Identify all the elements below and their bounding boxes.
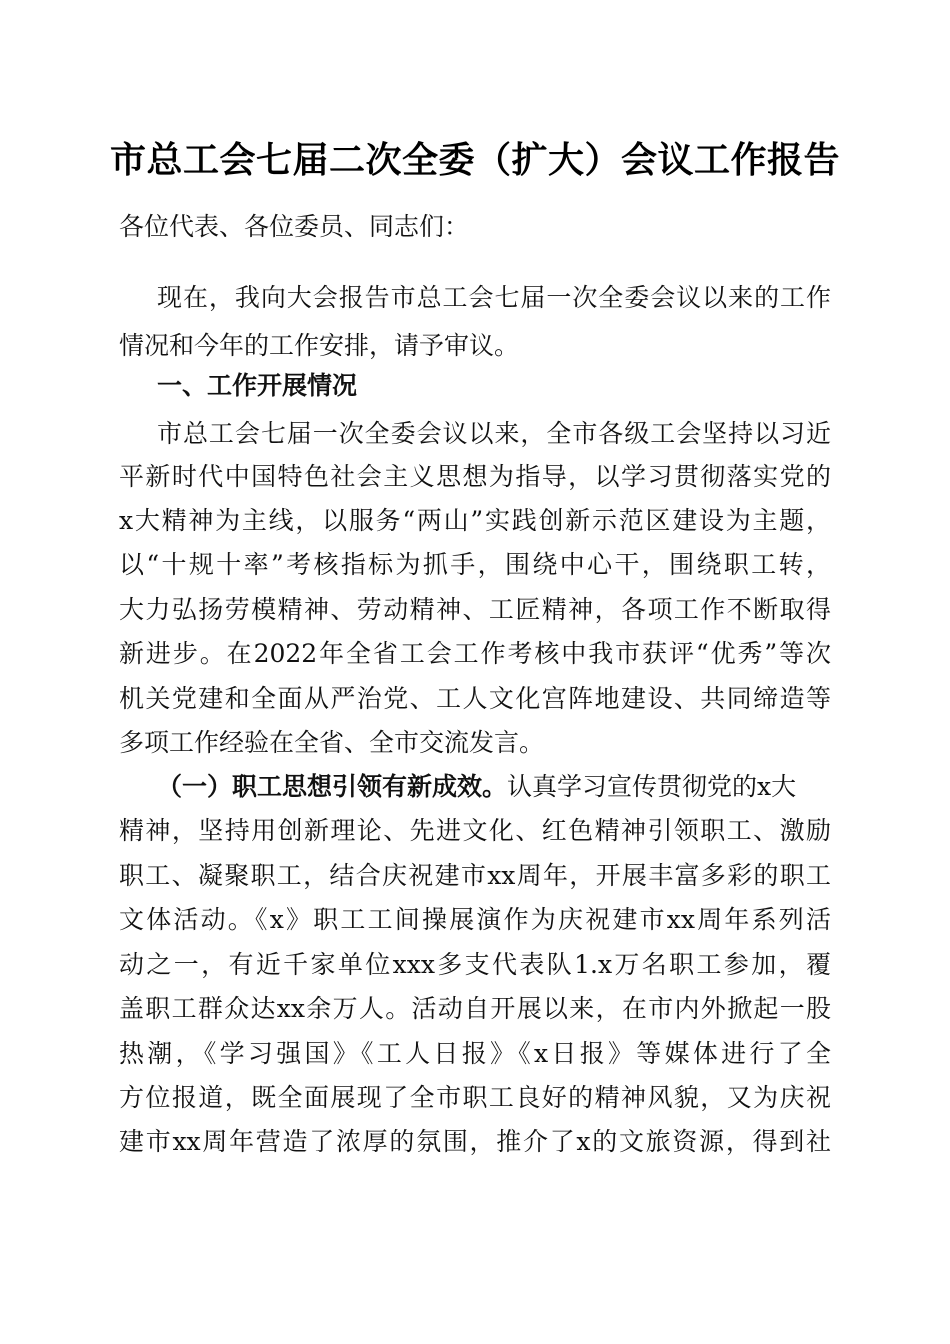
subsection-heading: （一）职工思想引领有新成效。 bbox=[157, 772, 508, 801]
paragraph-line: 热潮，《学习强国》《工人日报》《x日报》等媒体进行了全 bbox=[119, 1039, 831, 1068]
paragraph-line: 大力弘扬劳模精神、劳动精神、工匠精神，各项工作不断取得 bbox=[119, 595, 831, 624]
paragraph-line: 动之一，有近千家单位xxx多支代表队1.x万名职工参加，覆 bbox=[119, 950, 831, 979]
paragraph-line: x大精神为主线，以服务“两山”实践创新示范区建设为主题， bbox=[119, 506, 831, 535]
paragraph-line: 新进步。在2022年全省工会工作考核中我市获评“优秀”等次 bbox=[119, 639, 831, 668]
paragraph-line: 机关党建和全面从严治党、工人文化宫阵地建设、共同缔造等 bbox=[119, 684, 831, 713]
paragraph-line: 职工、凝聚职工，结合庆祝建市xx周年，开展丰富多彩的职工 bbox=[119, 861, 831, 890]
document-title: 市总工会七届二次全委（扩大）会议工作报告 bbox=[109, 139, 840, 181]
intro-line: 现在，我向大会报告市总工会七届一次全委会议以来的工作 bbox=[157, 283, 831, 312]
paragraph-line: 以“十规十率”考核指标为抓手，围绕中心干，围绕职工转， bbox=[119, 550, 831, 579]
paragraph-line: 平新时代中国特色社会主义思想为指导，以学习贯彻落实党的 bbox=[119, 462, 831, 491]
paragraph-line: 盖职工群众达xx余万人。活动自开展以来，在市内外掀起一股 bbox=[119, 994, 831, 1023]
section-heading: 一、工作开展情况 bbox=[157, 371, 358, 400]
subsection-text: 认真学习宣传贯彻党的x大 bbox=[507, 772, 797, 801]
salutation: 各位代表、各位委员、同志们： bbox=[119, 212, 470, 241]
paragraph-line: 建市xx周年营造了浓厚的氛围，推介了x的文旅资源，得到社 bbox=[119, 1127, 831, 1156]
intro-line: 情况和今年的工作安排，请予审议。 bbox=[119, 331, 520, 360]
subsection-first-line bbox=[157, 763, 831, 811]
paragraph-line: 文体活动。《x》职工工间操展演作为庆祝建市xx周年系列活 bbox=[119, 905, 831, 934]
paragraph-line: 精神，坚持用创新理论、先进文化、红色精神引领职工、激励 bbox=[119, 816, 831, 845]
paragraph-line: 多项工作经验在全省、全市交流发言。 bbox=[119, 728, 545, 757]
paragraph-line: 市总工会七届一次全委会议以来，全市各级工会坚持以习近 bbox=[157, 419, 831, 448]
paragraph-line: 方位报道，既全面展现了全市职工良好的精神风貌，又为庆祝 bbox=[119, 1083, 831, 1112]
